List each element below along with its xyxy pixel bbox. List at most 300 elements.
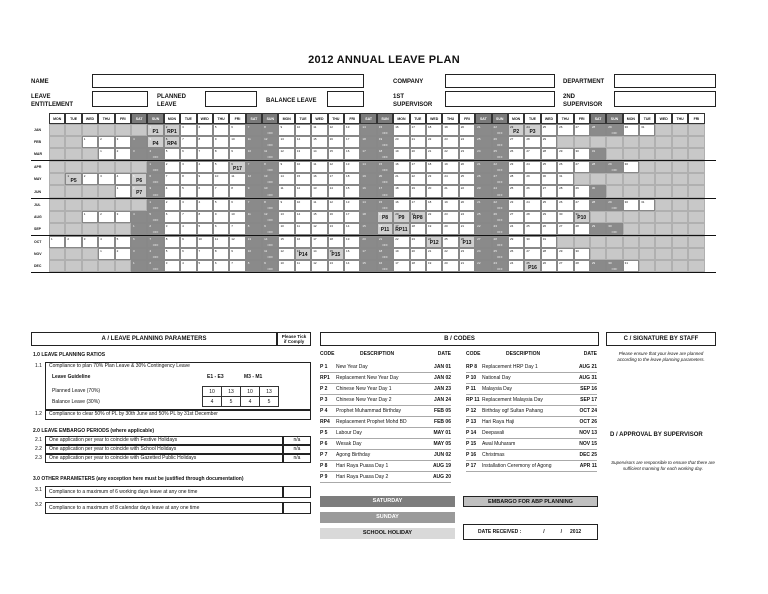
day-cell[interactable] [574, 260, 590, 272]
day-cell[interactable] [115, 185, 131, 197]
day-cell[interactable] [262, 223, 278, 235]
day-cell[interactable] [410, 236, 426, 248]
day-cell[interactable] [410, 199, 426, 211]
day-cell[interactable] [426, 173, 442, 185]
day-cell[interactable] [426, 260, 442, 272]
day-cell[interactable] [508, 185, 524, 197]
day-cell[interactable] [426, 211, 442, 223]
day-cell[interactable] [344, 185, 360, 197]
company-field[interactable] [445, 74, 555, 88]
day-cell[interactable] [180, 223, 196, 235]
day-cell[interactable] [147, 223, 163, 235]
day-cell[interactable] [524, 136, 540, 148]
day-cell[interactable] [344, 161, 360, 173]
day-cell[interactable] [541, 124, 557, 136]
day-cell[interactable] [393, 223, 409, 235]
day-cell[interactable] [606, 124, 622, 136]
day-cell[interactable] [131, 173, 147, 185]
day-cell[interactable] [65, 236, 81, 248]
day-cell[interactable] [459, 223, 475, 235]
day-cell[interactable] [213, 185, 229, 197]
day-cell[interactable] [623, 260, 639, 272]
day-cell[interactable] [295, 173, 311, 185]
day-cell[interactable] [426, 136, 442, 148]
day-cell[interactable] [262, 173, 278, 185]
day-cell[interactable] [541, 223, 557, 235]
day-cell[interactable] [541, 173, 557, 185]
day-cell[interactable] [147, 248, 163, 260]
day-cell[interactable] [524, 236, 540, 248]
day-cell[interactable] [180, 173, 196, 185]
day-cell[interactable] [393, 148, 409, 160]
day-cell[interactable] [360, 236, 376, 248]
day-cell[interactable] [180, 124, 196, 136]
day-cell[interactable] [475, 199, 491, 211]
day-cell[interactable] [328, 148, 344, 160]
day-cell[interactable] [492, 248, 508, 260]
day-cell[interactable] [475, 236, 491, 248]
day-cell[interactable] [492, 199, 508, 211]
day-cell[interactable] [82, 211, 98, 223]
day-cell[interactable] [459, 199, 475, 211]
day-cell[interactable] [295, 148, 311, 160]
day-cell[interactable] [426, 161, 442, 173]
param-2-3-tick[interactable]: n/a [283, 454, 311, 463]
day-cell[interactable] [377, 223, 393, 235]
day-cell[interactable] [131, 236, 147, 248]
day-cell[interactable] [311, 136, 327, 148]
day-cell[interactable] [442, 248, 458, 260]
day-cell[interactable] [311, 199, 327, 211]
day-cell[interactable] [606, 161, 622, 173]
day-cell[interactable] [197, 199, 213, 211]
day-cell[interactable] [508, 124, 524, 136]
day-cell[interactable] [557, 199, 573, 211]
day-cell[interactable] [344, 260, 360, 272]
day-cell[interactable] [344, 211, 360, 223]
param-3-1-tick[interactable] [283, 486, 311, 498]
day-cell[interactable] [164, 148, 180, 160]
day-cell[interactable] [311, 236, 327, 248]
day-cell[interactable] [344, 199, 360, 211]
day-cell[interactable] [328, 211, 344, 223]
day-cell[interactable] [147, 211, 163, 223]
day-cell[interactable] [328, 199, 344, 211]
day-cell[interactable] [393, 211, 409, 223]
day-cell[interactable] [344, 136, 360, 148]
day-cell[interactable] [164, 223, 180, 235]
day-cell[interactable] [360, 260, 376, 272]
day-cell[interactable] [360, 223, 376, 235]
day-cell[interactable] [459, 211, 475, 223]
day-cell[interactable] [475, 223, 491, 235]
day-cell[interactable] [393, 124, 409, 136]
day-cell[interactable] [328, 124, 344, 136]
day-cell[interactable] [508, 148, 524, 160]
day-cell[interactable] [590, 223, 606, 235]
day-cell[interactable] [246, 136, 262, 148]
day-cell[interactable] [590, 199, 606, 211]
day-cell[interactable] [508, 199, 524, 211]
day-cell[interactable] [639, 199, 655, 211]
day-cell[interactable] [164, 260, 180, 272]
day-cell[interactable] [131, 248, 147, 260]
day-cell[interactable] [541, 248, 557, 260]
day-cell[interactable] [262, 236, 278, 248]
day-cell[interactable] [180, 199, 196, 211]
day-cell[interactable] [278, 124, 294, 136]
day-cell[interactable] [197, 124, 213, 136]
day-cell[interactable] [524, 161, 540, 173]
day-cell[interactable] [147, 185, 163, 197]
day-cell[interactable] [574, 199, 590, 211]
day-cell[interactable] [623, 161, 639, 173]
day-cell[interactable] [147, 260, 163, 272]
day-cell[interactable] [328, 173, 344, 185]
leave-entitlement-field[interactable] [92, 91, 148, 107]
day-cell[interactable] [311, 161, 327, 173]
day-cell[interactable] [180, 211, 196, 223]
day-cell[interactable] [197, 223, 213, 235]
day-cell[interactable] [147, 136, 163, 148]
day-cell[interactable] [377, 161, 393, 173]
day-cell[interactable] [328, 248, 344, 260]
day-cell[interactable] [213, 248, 229, 260]
day-cell[interactable] [377, 211, 393, 223]
day-cell[interactable] [475, 248, 491, 260]
day-cell[interactable] [147, 161, 163, 173]
day-cell[interactable] [147, 124, 163, 136]
day-cell[interactable] [492, 124, 508, 136]
day-cell[interactable] [508, 211, 524, 223]
day-cell[interactable] [360, 136, 376, 148]
day-cell[interactable] [213, 124, 229, 136]
day-cell[interactable] [442, 161, 458, 173]
day-cell[interactable] [278, 199, 294, 211]
day-cell[interactable] [623, 124, 639, 136]
day-cell[interactable] [426, 236, 442, 248]
day-cell[interactable] [213, 260, 229, 272]
day-cell[interactable] [393, 260, 409, 272]
day-cell[interactable] [508, 173, 524, 185]
day-cell[interactable] [295, 211, 311, 223]
day-cell[interactable] [377, 173, 393, 185]
day-cell[interactable] [492, 260, 508, 272]
day-cell[interactable] [377, 236, 393, 248]
day-cell[interactable] [311, 211, 327, 223]
day-cell[interactable] [213, 161, 229, 173]
day-cell[interactable] [492, 136, 508, 148]
day-cell[interactable] [278, 248, 294, 260]
day-cell[interactable] [410, 124, 426, 136]
day-cell[interactable] [410, 223, 426, 235]
day-cell[interactable] [213, 173, 229, 185]
day-cell[interactable] [229, 185, 245, 197]
day-cell[interactable] [246, 260, 262, 272]
day-cell[interactable] [311, 148, 327, 160]
day-cell[interactable] [442, 136, 458, 148]
day-cell[interactable] [164, 199, 180, 211]
day-cell[interactable] [541, 185, 557, 197]
day-cell[interactable] [524, 173, 540, 185]
day-cell[interactable] [426, 185, 442, 197]
day-cell[interactable] [360, 173, 376, 185]
day-cell[interactable] [213, 236, 229, 248]
day-cell[interactable] [278, 223, 294, 235]
day-cell[interactable] [147, 173, 163, 185]
day-cell[interactable] [360, 211, 376, 223]
day-cell[interactable] [524, 211, 540, 223]
day-cell[interactable] [426, 148, 442, 160]
day-cell[interactable] [197, 185, 213, 197]
day-cell[interactable] [524, 124, 540, 136]
day-cell[interactable] [410, 136, 426, 148]
day-cell[interactable] [295, 223, 311, 235]
day-cell[interactable] [557, 223, 573, 235]
first-supervisor-field[interactable] [445, 91, 555, 107]
day-cell[interactable] [311, 260, 327, 272]
day-cell[interactable] [541, 236, 557, 248]
day-cell[interactable] [278, 148, 294, 160]
day-cell[interactable] [278, 236, 294, 248]
day-cell[interactable] [459, 136, 475, 148]
day-cell[interactable] [442, 260, 458, 272]
day-cell[interactable] [328, 236, 344, 248]
day-cell[interactable] [295, 161, 311, 173]
day-cell[interactable] [410, 173, 426, 185]
day-cell[interactable] [164, 136, 180, 148]
param-3-2-tick[interactable] [283, 502, 311, 514]
day-cell[interactable] [115, 211, 131, 223]
day-cell[interactable] [459, 236, 475, 248]
day-cell[interactable] [49, 236, 65, 248]
day-cell[interactable] [574, 148, 590, 160]
day-cell[interactable] [574, 223, 590, 235]
day-cell[interactable] [295, 248, 311, 260]
day-cell[interactable] [492, 236, 508, 248]
day-cell[interactable] [278, 161, 294, 173]
day-cell[interactable] [246, 148, 262, 160]
day-cell[interactable] [557, 260, 573, 272]
day-cell[interactable] [393, 161, 409, 173]
day-cell[interactable] [229, 211, 245, 223]
day-cell[interactable] [295, 185, 311, 197]
day-cell[interactable] [426, 124, 442, 136]
name-field[interactable] [92, 74, 364, 88]
day-cell[interactable] [442, 148, 458, 160]
day-cell[interactable] [475, 148, 491, 160]
day-cell[interactable] [393, 136, 409, 148]
day-cell[interactable] [590, 148, 606, 160]
day-cell[interactable] [115, 236, 131, 248]
day-cell[interactable] [475, 211, 491, 223]
day-cell[interactable] [197, 136, 213, 148]
day-cell[interactable] [541, 161, 557, 173]
day-cell[interactable] [262, 185, 278, 197]
balance-leave-field[interactable] [327, 91, 364, 107]
staff-signature-area[interactable] [606, 368, 716, 426]
day-cell[interactable] [508, 248, 524, 260]
day-cell[interactable] [590, 260, 606, 272]
day-cell[interactable] [229, 199, 245, 211]
day-cell[interactable] [246, 161, 262, 173]
day-cell[interactable] [295, 236, 311, 248]
day-cell[interactable] [492, 185, 508, 197]
day-cell[interactable] [295, 260, 311, 272]
day-cell[interactable] [459, 248, 475, 260]
day-cell[interactable] [459, 173, 475, 185]
day-cell[interactable] [410, 248, 426, 260]
day-cell[interactable] [459, 161, 475, 173]
day-cell[interactable] [229, 124, 245, 136]
day-cell[interactable] [229, 148, 245, 160]
day-cell[interactable] [459, 260, 475, 272]
day-cell[interactable] [229, 260, 245, 272]
day-cell[interactable] [492, 211, 508, 223]
day-cell[interactable] [442, 185, 458, 197]
day-cell[interactable] [295, 136, 311, 148]
day-cell[interactable] [262, 248, 278, 260]
day-cell[interactable] [442, 211, 458, 223]
day-cell[interactable] [213, 199, 229, 211]
day-cell[interactable] [180, 260, 196, 272]
day-cell[interactable] [623, 199, 639, 211]
day-cell[interactable] [541, 211, 557, 223]
day-cell[interactable] [524, 148, 540, 160]
day-cell[interactable] [442, 236, 458, 248]
day-cell[interactable] [115, 248, 131, 260]
day-cell[interactable] [557, 211, 573, 223]
day-cell[interactable] [557, 173, 573, 185]
day-cell[interactable] [377, 199, 393, 211]
day-cell[interactable] [115, 136, 131, 148]
day-cell[interactable] [590, 185, 606, 197]
day-cell[interactable] [278, 260, 294, 272]
day-cell[interactable] [262, 211, 278, 223]
day-cell[interactable] [82, 236, 98, 248]
day-cell[interactable] [459, 124, 475, 136]
day-cell[interactable] [246, 248, 262, 260]
day-cell[interactable] [229, 248, 245, 260]
day-cell[interactable] [377, 124, 393, 136]
day-cell[interactable] [246, 185, 262, 197]
day-cell[interactable] [426, 199, 442, 211]
day-cell[interactable] [147, 236, 163, 248]
day-cell[interactable] [377, 248, 393, 260]
day-cell[interactable] [557, 248, 573, 260]
day-cell[interactable] [246, 173, 262, 185]
day-cell[interactable] [98, 236, 114, 248]
day-cell[interactable] [410, 211, 426, 223]
day-cell[interactable] [492, 148, 508, 160]
day-cell[interactable] [410, 148, 426, 160]
day-cell[interactable] [377, 148, 393, 160]
day-cell[interactable] [442, 223, 458, 235]
day-cell[interactable] [606, 260, 622, 272]
day-cell[interactable] [360, 148, 376, 160]
date-received-field[interactable] [463, 524, 598, 540]
day-cell[interactable] [639, 124, 655, 136]
day-cell[interactable] [131, 223, 147, 235]
day-cell[interactable] [492, 173, 508, 185]
day-cell[interactable] [311, 248, 327, 260]
day-cell[interactable] [606, 199, 622, 211]
day-cell[interactable] [246, 199, 262, 211]
day-cell[interactable] [164, 173, 180, 185]
second-supervisor-field[interactable] [614, 91, 716, 107]
day-cell[interactable] [393, 185, 409, 197]
day-cell[interactable] [229, 223, 245, 235]
day-cell[interactable] [246, 223, 262, 235]
day-cell[interactable] [164, 185, 180, 197]
day-cell[interactable] [541, 148, 557, 160]
day-cell[interactable] [524, 223, 540, 235]
day-cell[interactable] [311, 223, 327, 235]
department-field[interactable] [614, 74, 716, 88]
day-cell[interactable] [295, 199, 311, 211]
day-cell[interactable] [524, 199, 540, 211]
day-cell[interactable] [180, 236, 196, 248]
day-cell[interactable] [311, 173, 327, 185]
day-cell[interactable] [197, 173, 213, 185]
day-cell[interactable] [475, 260, 491, 272]
day-cell[interactable] [278, 173, 294, 185]
day-cell[interactable] [475, 136, 491, 148]
day-cell[interactable] [426, 223, 442, 235]
day-cell[interactable] [328, 136, 344, 148]
day-cell[interactable] [442, 173, 458, 185]
day-cell[interactable] [360, 185, 376, 197]
day-cell[interactable] [197, 248, 213, 260]
day-cell[interactable] [475, 161, 491, 173]
day-cell[interactable] [197, 211, 213, 223]
day-cell[interactable] [213, 211, 229, 223]
day-cell[interactable] [459, 148, 475, 160]
day-cell[interactable] [344, 124, 360, 136]
day-cell[interactable] [557, 148, 573, 160]
day-cell[interactable] [180, 136, 196, 148]
day-cell[interactable] [164, 248, 180, 260]
day-cell[interactable] [508, 161, 524, 173]
day-cell[interactable] [541, 260, 557, 272]
planned-leave-field[interactable] [205, 91, 257, 107]
day-cell[interactable] [213, 148, 229, 160]
day-cell[interactable] [65, 173, 81, 185]
day-cell[interactable] [475, 185, 491, 197]
day-cell[interactable] [508, 236, 524, 248]
day-cell[interactable] [147, 148, 163, 160]
day-cell[interactable] [98, 173, 114, 185]
day-cell[interactable] [311, 124, 327, 136]
day-cell[interactable] [262, 260, 278, 272]
day-cell[interactable] [278, 211, 294, 223]
day-cell[interactable] [115, 173, 131, 185]
day-cell[interactable] [246, 124, 262, 136]
day-cell[interactable] [328, 260, 344, 272]
day-cell[interactable] [344, 236, 360, 248]
day-cell[interactable] [131, 185, 147, 197]
day-cell[interactable] [442, 124, 458, 136]
day-cell[interactable] [328, 185, 344, 197]
day-cell[interactable] [98, 211, 114, 223]
day-cell[interactable] [98, 148, 114, 160]
day-cell[interactable] [524, 260, 540, 272]
day-cell[interactable] [197, 161, 213, 173]
day-cell[interactable] [508, 136, 524, 148]
day-cell[interactable] [410, 185, 426, 197]
day-cell[interactable] [344, 248, 360, 260]
day-cell[interactable] [508, 260, 524, 272]
